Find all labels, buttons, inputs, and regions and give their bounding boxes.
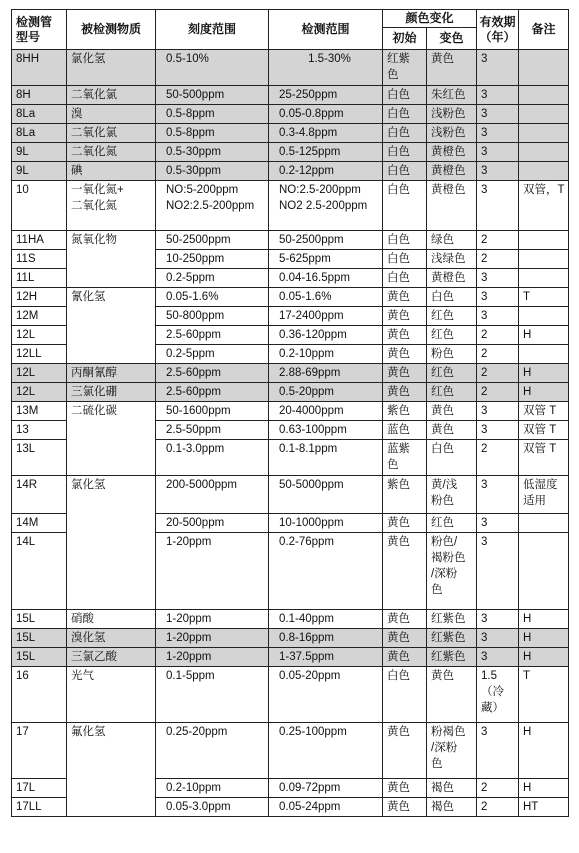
color-changed-cell: 白色 xyxy=(427,288,477,307)
color-initial-cell: 白色 xyxy=(383,86,427,105)
tube-model-cell: 11HA xyxy=(12,231,67,250)
scale-range-cell: 0.5-8ppm xyxy=(156,105,269,124)
color-changed-cell: 绿色 xyxy=(427,231,477,250)
detect-range-cell: 2.88-69ppm xyxy=(269,364,383,383)
color-changed-cell: 红紫色 xyxy=(427,610,477,629)
substance-cell: 丙酮氰醇 xyxy=(67,364,156,383)
scale-range-cell: 0.1-3.0ppm xyxy=(156,440,269,476)
substance-cell: 三氯乙酸 xyxy=(67,648,156,667)
color-changed-cell: 褐色 xyxy=(427,798,477,817)
scale-range-cell: 50-1600ppm xyxy=(156,402,269,421)
color-initial-cell: 黄色 xyxy=(383,383,427,402)
table-row xyxy=(12,143,569,162)
table-row xyxy=(12,648,569,667)
scale-range-cell: NO:5-200ppm NO2:2.5-200ppm xyxy=(156,181,269,231)
validity-cell: 3 xyxy=(477,629,519,648)
notes-cell: 双管，T xyxy=(519,181,569,231)
scale-range-cell: 2.5-60ppm xyxy=(156,364,269,383)
scale-range-cell: 1-20ppm xyxy=(156,610,269,629)
detect-range-cell: 0.2-10ppm xyxy=(269,345,383,364)
substance-cell: 氮氧化物 xyxy=(67,231,156,288)
tube-model-cell: 16 xyxy=(12,667,67,723)
notes-cell: H xyxy=(519,723,569,779)
color-initial-cell: 白色 xyxy=(383,162,427,181)
color-initial-cell: 黄色 xyxy=(383,629,427,648)
table-row xyxy=(12,364,569,383)
scale-range-cell: 0.2-5ppm xyxy=(156,345,269,364)
detect-range-cell: 20-4000ppm xyxy=(269,402,383,421)
table-row xyxy=(12,181,569,231)
substance-cell: 溴 xyxy=(67,105,156,124)
tube-model-cell: 12M xyxy=(12,307,67,326)
color-initial-cell: 白色 xyxy=(383,250,427,269)
validity-cell: 3 xyxy=(477,476,519,514)
color-changed-cell: 红色 xyxy=(427,326,477,345)
notes-cell xyxy=(519,231,569,250)
tube-model-cell: 12LL xyxy=(12,345,67,364)
color-changed-cell: 浅粉色 xyxy=(427,124,477,143)
detect-range-cell: NO:2.5-200ppm NO2 2.5-200ppm xyxy=(269,181,383,231)
detect-range-cell: 0.1-8.1ppm xyxy=(269,440,383,476)
substance-cell: 氰化氢 xyxy=(67,288,156,364)
tube-model-cell: 9L xyxy=(12,162,67,181)
color-initial-cell: 白色 xyxy=(383,231,427,250)
substance-cell: 二硫化碳 xyxy=(67,402,156,476)
substance-cell: 三氯化硼 xyxy=(67,383,156,402)
notes-cell xyxy=(519,269,569,288)
scale-range-cell: 0.05-1.6% xyxy=(156,288,269,307)
color-changed-cell: 褐色 xyxy=(427,779,477,798)
color-changed-cell: 黄色 xyxy=(427,667,477,723)
substance-cell: 光气 xyxy=(67,667,156,723)
tube-model-cell: 15L xyxy=(12,629,67,648)
tube-model-cell: 14M xyxy=(12,514,67,533)
detect-range-cell: 0.05-20ppm xyxy=(269,667,383,723)
notes-cell xyxy=(519,86,569,105)
color-initial-cell: 白色 xyxy=(383,667,427,723)
scale-range-cell: 0.2-5ppm xyxy=(156,269,269,288)
validity-cell: 1.5 （冷 藏） xyxy=(477,667,519,723)
detect-range-cell: 0.2-12ppm xyxy=(269,162,383,181)
table-row xyxy=(12,723,569,779)
table-row xyxy=(12,288,569,307)
header-substance: 被检测物质 xyxy=(67,10,156,50)
validity-cell: 3 xyxy=(477,610,519,629)
color-changed-cell: 红紫色 xyxy=(427,648,477,667)
validity-cell: 3 xyxy=(477,162,519,181)
tube-model-cell: 9L xyxy=(12,143,67,162)
notes-cell xyxy=(519,250,569,269)
color-initial-cell: 黄色 xyxy=(383,345,427,364)
detect-range-cell: 0.25-100ppm xyxy=(269,723,383,779)
color-changed-cell: 黄色 xyxy=(427,402,477,421)
scale-range-cell: 2.5-50ppm xyxy=(156,421,269,440)
color-initial-cell: 黄色 xyxy=(383,533,427,610)
substance-cell: 二氧化氯 xyxy=(67,124,156,143)
detect-range-cell: 0.05-1.6% xyxy=(269,288,383,307)
scale-range-cell: 50-500ppm xyxy=(156,86,269,105)
scale-range-cell: 20-500ppm xyxy=(156,514,269,533)
detect-range-cell: 0.05-0.8ppm xyxy=(269,105,383,124)
color-initial-cell: 黄色 xyxy=(383,648,427,667)
detect-range-cell: 0.1-40ppm xyxy=(269,610,383,629)
header-validity: 有效期 （年） xyxy=(477,10,519,50)
validity-cell: 2 xyxy=(477,383,519,402)
tube-model-cell: 8La xyxy=(12,105,67,124)
detect-range-cell: 0.09-72ppm xyxy=(269,779,383,798)
header-notes: 备注 xyxy=(519,10,569,50)
color-changed-cell: 红色 xyxy=(427,383,477,402)
header-scale-range: 刻度范围 xyxy=(156,10,269,50)
scale-range-cell: 0.5-30ppm xyxy=(156,162,269,181)
notes-cell: H xyxy=(519,326,569,345)
table-row xyxy=(12,231,569,250)
tube-model-cell: 12L xyxy=(12,326,67,345)
color-initial-cell: 白色 xyxy=(383,143,427,162)
tube-model-cell: 8La xyxy=(12,124,67,143)
detect-range-cell: 0.5-20ppm xyxy=(269,383,383,402)
validity-cell: 3 xyxy=(477,181,519,231)
notes-cell: H xyxy=(519,629,569,648)
tube-model-cell: 17L xyxy=(12,779,67,798)
color-changed-cell: 粉褐色 /深粉 色 xyxy=(427,723,477,779)
color-initial-cell: 紫色 xyxy=(383,402,427,421)
color-changed-cell: 白色 xyxy=(427,440,477,476)
detect-range-cell: 0.36-120ppm xyxy=(269,326,383,345)
table-row xyxy=(12,105,569,124)
tube-model-cell: 13L xyxy=(12,440,67,476)
substance-cell: 氯化氢 xyxy=(67,50,156,86)
substance-cell: 二氧化氯 xyxy=(67,86,156,105)
substance-cell: 一氧化氮+ 二氧化氮 xyxy=(67,181,156,231)
color-changed-cell: 黄橙色 xyxy=(427,162,477,181)
tube-model-cell: 17 xyxy=(12,723,67,779)
detect-range-cell: 0.8-16ppm xyxy=(269,629,383,648)
scale-range-cell: 50-800ppm xyxy=(156,307,269,326)
table-row xyxy=(12,629,569,648)
color-initial-cell: 白色 xyxy=(383,181,427,231)
validity-cell: 3 xyxy=(477,124,519,143)
validity-cell: 3 xyxy=(477,723,519,779)
color-initial-cell: 紫色 xyxy=(383,476,427,514)
scale-range-cell: 1-20ppm xyxy=(156,629,269,648)
substance-cell: 溴化氢 xyxy=(67,629,156,648)
color-initial-cell: 黄色 xyxy=(383,779,427,798)
tube-model-cell: 11S xyxy=(12,250,67,269)
tube-model-cell: 12L xyxy=(12,383,67,402)
table-row xyxy=(12,383,569,402)
notes-cell: H xyxy=(519,779,569,798)
color-changed-cell: 黄橙色 xyxy=(427,181,477,231)
table-row xyxy=(12,667,569,723)
header-color-changed: 变色 xyxy=(427,28,477,50)
tube-model-cell: 12H xyxy=(12,288,67,307)
validity-cell: 3 xyxy=(477,288,519,307)
notes-cell xyxy=(519,345,569,364)
detect-range-cell: 17-2400ppm xyxy=(269,307,383,326)
substance-cell: 氯化氢 xyxy=(67,476,156,610)
scale-range-cell: 0.5-8ppm xyxy=(156,124,269,143)
scale-range-cell: 0.1-5ppm xyxy=(156,667,269,723)
substance-cell: 二氧化氮 xyxy=(67,143,156,162)
detect-range-cell: 5-625ppm xyxy=(269,250,383,269)
table-row xyxy=(12,50,569,86)
table-row xyxy=(12,86,569,105)
color-initial-cell: 黄色 xyxy=(383,307,427,326)
detect-range-cell: 0.3-4.8ppm xyxy=(269,124,383,143)
table-row xyxy=(12,124,569,143)
detect-range-cell: 0.5-125ppm xyxy=(269,143,383,162)
validity-cell: 3 xyxy=(477,421,519,440)
substance-cell: 硝酸 xyxy=(67,610,156,629)
scale-range-cell: 0.05-3.0ppm xyxy=(156,798,269,817)
validity-cell: 2 xyxy=(477,345,519,364)
validity-cell: 3 xyxy=(477,514,519,533)
notes-cell: 双管 T xyxy=(519,440,569,476)
validity-cell: 2 xyxy=(477,779,519,798)
table-row xyxy=(12,162,569,181)
validity-cell: 2 xyxy=(477,231,519,250)
scale-range-cell: 0.5-30ppm xyxy=(156,143,269,162)
tube-model-cell: 15L xyxy=(12,610,67,629)
notes-cell: 双管 T xyxy=(519,402,569,421)
notes-cell: T xyxy=(519,288,569,307)
color-initial-cell: 黄色 xyxy=(383,798,427,817)
color-changed-cell: 黄色 xyxy=(427,421,477,440)
substance-cell: 碘 xyxy=(67,162,156,181)
color-changed-cell: 红色 xyxy=(427,307,477,326)
color-changed-cell: 朱红色 xyxy=(427,86,477,105)
notes-cell: H xyxy=(519,383,569,402)
notes-cell xyxy=(519,514,569,533)
header-color-initial: 初始 xyxy=(383,28,427,50)
scale-range-cell: 200-5000ppm xyxy=(156,476,269,514)
color-changed-cell: 粉色 xyxy=(427,345,477,364)
color-initial-cell: 黄色 xyxy=(383,723,427,779)
tube-model-cell: 8H xyxy=(12,86,67,105)
scale-range-cell: 0.2-10ppm xyxy=(156,779,269,798)
tube-model-cell: 14L xyxy=(12,533,67,610)
tube-model-cell: 15L xyxy=(12,648,67,667)
tube-model-cell: 14R xyxy=(12,476,67,514)
detect-range-cell: 0.2-76ppm xyxy=(269,533,383,610)
tube-model-cell: 13 xyxy=(12,421,67,440)
color-changed-cell: 红色 xyxy=(427,364,477,383)
gas-detector-tube-table xyxy=(11,9,569,817)
scale-range-cell: 0.25-20ppm xyxy=(156,723,269,779)
table-row xyxy=(12,610,569,629)
tube-model-cell: 8HH xyxy=(12,50,67,86)
tube-model-cell: 13M xyxy=(12,402,67,421)
validity-cell: 3 xyxy=(477,533,519,610)
color-changed-cell: 黄橙色 xyxy=(427,143,477,162)
notes-cell: H xyxy=(519,364,569,383)
header-tube-model: 检测管 型号 xyxy=(12,10,67,50)
notes-cell: H xyxy=(519,610,569,629)
color-initial-cell: 蓝紫 色 xyxy=(383,440,427,476)
notes-cell: T xyxy=(519,667,569,723)
detect-range-cell: 0.05-24ppm xyxy=(269,798,383,817)
notes-cell: H xyxy=(519,648,569,667)
notes-cell xyxy=(519,124,569,143)
detect-range-cell: 0.04-16.5ppm xyxy=(269,269,383,288)
header-detect-range: 检测范围 xyxy=(269,10,383,50)
notes-cell xyxy=(519,162,569,181)
validity-cell: 3 xyxy=(477,105,519,124)
scale-range-cell: 50-2500ppm xyxy=(156,231,269,250)
scale-range-cell: 10-250ppm xyxy=(156,250,269,269)
color-initial-cell: 黄色 xyxy=(383,326,427,345)
color-changed-cell: 黄橙色 xyxy=(427,269,477,288)
detect-range-cell: 1.5-30% xyxy=(269,50,383,86)
detect-range-cell: 50-5000ppm xyxy=(269,476,383,514)
detect-range-cell: 25-250ppm xyxy=(269,86,383,105)
notes-cell: 双管 T xyxy=(519,421,569,440)
validity-cell: 2 xyxy=(477,326,519,345)
color-initial-cell: 白色 xyxy=(383,269,427,288)
color-initial-cell: 红紫 色 xyxy=(383,50,427,86)
validity-cell: 3 xyxy=(477,402,519,421)
notes-cell: HT xyxy=(519,798,569,817)
notes-cell xyxy=(519,50,569,86)
color-changed-cell: 浅粉色 xyxy=(427,105,477,124)
color-initial-cell: 黄色 xyxy=(383,288,427,307)
color-initial-cell: 黄色 xyxy=(383,610,427,629)
detect-range-cell: 50-2500ppm xyxy=(269,231,383,250)
validity-cell: 3 xyxy=(477,50,519,86)
color-changed-cell: 浅绿色 xyxy=(427,250,477,269)
scale-range-cell: 1-20ppm xyxy=(156,648,269,667)
color-initial-cell: 黄色 xyxy=(383,514,427,533)
validity-cell: 2 xyxy=(477,364,519,383)
scale-range-cell: 2.5-60ppm xyxy=(156,383,269,402)
table-body xyxy=(12,50,569,817)
color-initial-cell: 蓝色 xyxy=(383,421,427,440)
validity-cell: 2 xyxy=(477,440,519,476)
color-initial-cell: 黄色 xyxy=(383,364,427,383)
table-row xyxy=(12,402,569,421)
notes-cell: 低湿度 适用 xyxy=(519,476,569,514)
detect-range-cell: 10-1000ppm xyxy=(269,514,383,533)
notes-cell xyxy=(519,143,569,162)
validity-cell: 2 xyxy=(477,798,519,817)
color-initial-cell: 白色 xyxy=(383,124,427,143)
scale-range-cell: 2.5-60ppm xyxy=(156,326,269,345)
color-changed-cell: 黄色 xyxy=(427,50,477,86)
color-initial-cell: 白色 xyxy=(383,105,427,124)
detect-range-cell: 1-37.5ppm xyxy=(269,648,383,667)
tube-model-cell: 10 xyxy=(12,181,67,231)
color-changed-cell: 红紫色 xyxy=(427,629,477,648)
table-row xyxy=(12,476,569,514)
substance-cell: 氟化氢 xyxy=(67,723,156,817)
validity-cell: 3 xyxy=(477,143,519,162)
header-color-change: 颜色变化 xyxy=(383,10,477,28)
notes-cell xyxy=(519,533,569,610)
validity-cell: 3 xyxy=(477,269,519,288)
validity-cell: 3 xyxy=(477,86,519,105)
tube-model-cell: 11L xyxy=(12,269,67,288)
validity-cell: 2 xyxy=(477,250,519,269)
color-changed-cell: 粉色/ 褐粉色 /深粉 色 xyxy=(427,533,477,610)
validity-cell: 3 xyxy=(477,307,519,326)
tube-model-cell: 17LL xyxy=(12,798,67,817)
detect-range-cell: 0.63-100ppm xyxy=(269,421,383,440)
notes-cell xyxy=(519,307,569,326)
scale-range-cell: 1-20ppm xyxy=(156,533,269,610)
tube-model-cell: 12L xyxy=(12,364,67,383)
validity-cell: 3 xyxy=(477,648,519,667)
notes-cell xyxy=(519,105,569,124)
color-changed-cell: 红色 xyxy=(427,514,477,533)
scale-range-cell: 0.5-10% xyxy=(156,50,269,86)
color-changed-cell: 黄/浅 粉色 xyxy=(427,476,477,514)
